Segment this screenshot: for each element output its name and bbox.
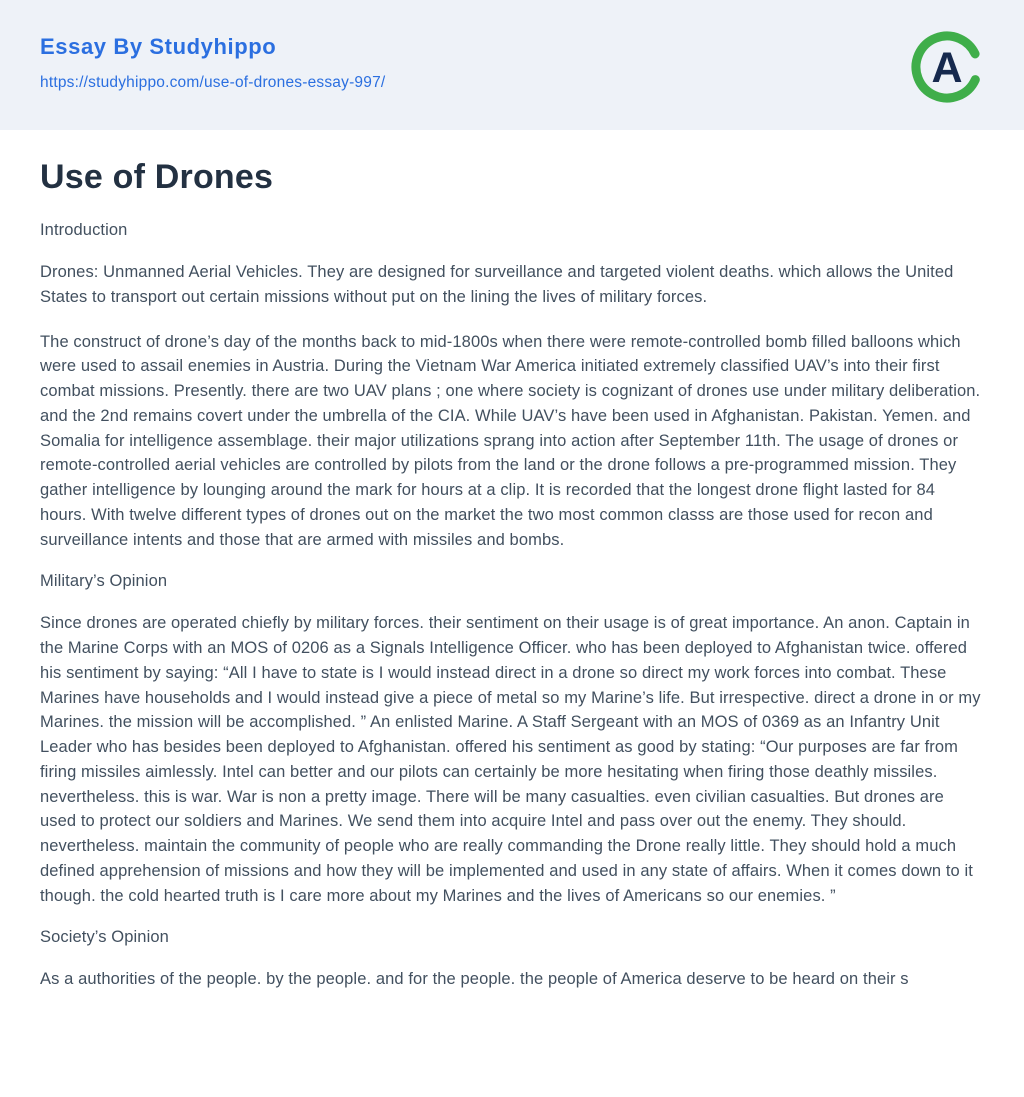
logo-letter: A	[931, 44, 963, 92]
paragraph: Since drones are operated chiefly by military forces. their sentiment on their usage is of great importance. An anon. Captain in the Marine Corps with an MOS of 0206 as a Signals Intelligence Officer. who has been deployed to Afghanistan twice. offered his sentiment by saying: “All I have to state is I would instead direct in a drone so direct my work forces into combat. These Marines have households and I would instead give a piece of metal so my Marine’s life. But irrespective. direct a drone in or my Marines. the mission will be accomplished. ” An enlisted Marine. A Staff Sergeant with an MOS of 0369 as an Infantry Unit Leader who has besides been deployed to Afghanistan. offered his sentiment as good by stating: “Our purposes are far from firing missiles aimlessly. Intel can better and our pilots can certainly be more hesitating when firing those deathly missiles. nevertheless. this is war. War is non a pretty image. There will be many casualties. even civilian casualties. But drones are used to protect our soldiers and Marines. We send them into acquire Intel and pass over out the enemy. They should. nevertheless. maintain the community of people who are really commanding the Drone really little. They should hold a much defined apprehension of missions and how they will be implemented and used in any state of affairs. When it comes down to it though. the cold hearted truth is I care more about my Marines and the lives of Americans so our enemies. ”	[40, 614, 981, 905]
header-text-block	[40, 34, 385, 92]
essay-url-link[interactable]: https://studyhippo.com/use-of-drones-essay-997/	[40, 74, 386, 91]
section-heading-society-opinion: Society’s Opinion	[40, 928, 169, 947]
essay-title: Use of Drones	[40, 158, 274, 196]
section-introduction	[40, 221, 984, 552]
page-header	[0, 0, 1024, 130]
paragraph: Drones: Unmanned Aerial Vehicles. They are designed for surveillance and targeted violent deaths. which allows the United States to transport out certain missions without put on the lining the lives of military forces.	[40, 263, 954, 306]
studyhippo-logo-icon	[910, 30, 984, 104]
essay-by-title: Essay By Studyhippo	[40, 34, 277, 59]
paragraph: As a authorities of the people. by the people. and for the people. the people of America deserve to be heard on their s	[40, 970, 909, 989]
studyhippo-logo	[910, 30, 984, 104]
section-heading-introduction: Introduction	[40, 221, 128, 239]
section-society-opinion	[40, 928, 984, 992]
section-military-opinion	[40, 572, 984, 908]
paragraph: The construct of drone’s day of the months back to mid-1800s when there were remote-controlled bomb filled balloons which were used to assail enemies in Austria. During the Vietnam War America initiated extremely classified UAV’s into their first combat missions. Presently. there are two UAV plans ; one where society is cognizant of drones use under military deliberation. and the 2nd remains covert under the umbrella of the CIA. While UAV’s have been used in Afghanistan. Pakistan. Yemen. and Somalia for intelligence assemblage. their major utilizations sprang into action after September 11th. The usage of drones or remote-controlled aerial vehicles are controlled by pilots from the land or the drone follows a pre-programmed mission. They gather intelligence by lounging around the mark for hours at a clip. It is recorded that the longest drone flight lasted for 84 hours. With twelve different types of drones out on the market the two most common classs are those used for recon and surveillance intents and those that are armed with missiles and bombs.	[40, 332, 981, 549]
section-heading-military-opinion: Military’s Opinion	[40, 572, 168, 591]
essay-content	[0, 130, 1024, 992]
